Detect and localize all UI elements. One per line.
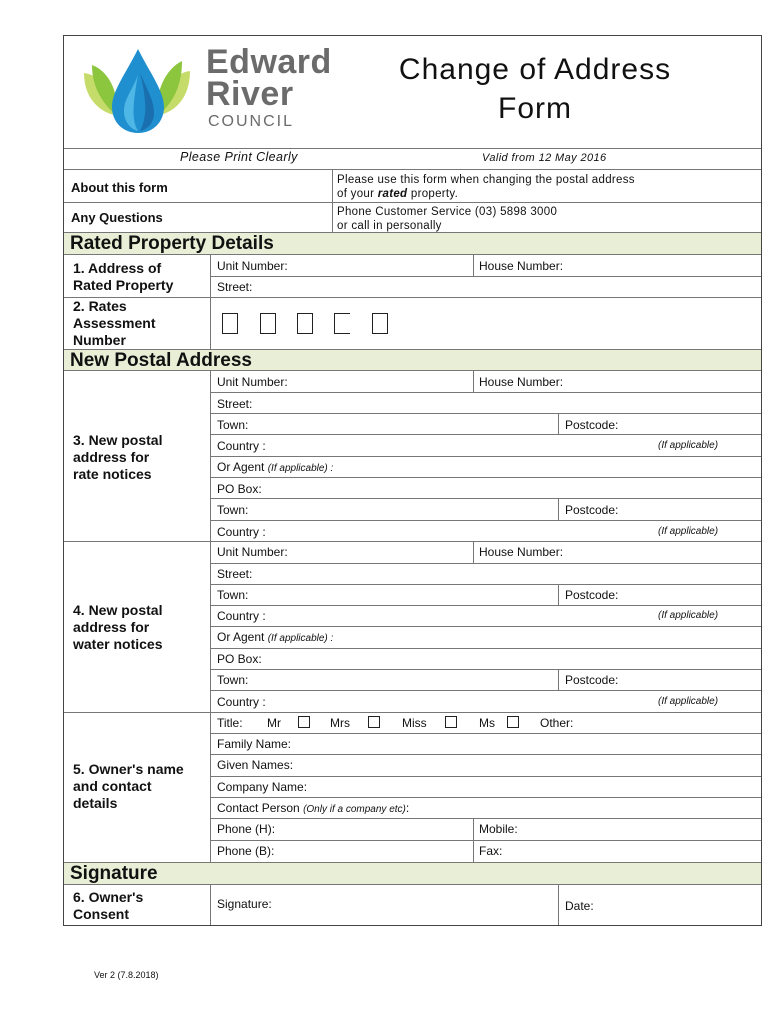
row-label-5-text: 5. Owner's name and contact details [73, 761, 184, 811]
water-po-box-field[interactable]: PO Box: [217, 652, 262, 666]
rate-country-field[interactable]: Country : [217, 439, 266, 453]
form-title-line1: Change of Address [398, 53, 672, 86]
contact-person-field[interactable] [217, 801, 409, 815]
rate-country-if-applicable: (If applicable) [658, 440, 719, 451]
section-postal-title: New Postal Address [70, 350, 252, 371]
print-clearly-note: Please Print Clearly [180, 150, 298, 164]
assessment-digit-box[interactable] [260, 313, 276, 334]
rate-po-postcode-field[interactable]: Postcode: [565, 503, 619, 517]
rated-house-number-field[interactable]: House Number: [479, 259, 564, 273]
title-mrs-checkbox[interactable] [368, 716, 380, 728]
water-or-agent-note: (If applicable) : [267, 633, 334, 644]
council-logo [78, 45, 338, 137]
contact-person-label: Contact Person [217, 801, 300, 815]
phone-home-field[interactable]: Phone (H): [217, 822, 276, 836]
date-field[interactable]: Date: [565, 899, 594, 913]
rate-po-box-field[interactable]: PO Box: [217, 482, 262, 496]
title-mr-label: Mr [267, 716, 281, 730]
water-country-if-applicable: (If applicable) [658, 610, 719, 621]
row-label-address-rated [73, 260, 173, 294]
row-label-1-text: 1. Address of Rated Property [73, 260, 174, 293]
water-po-country-if-applicable: (If applicable) [658, 696, 719, 707]
water-street-field[interactable]: Street: [217, 567, 253, 581]
logo-word-edward: Edward [206, 43, 332, 81]
water-or-agent-label: Or Agent [217, 630, 265, 644]
water-unit-number-field[interactable]: Unit Number: [217, 545, 288, 559]
water-po-town-field[interactable]: Town: [217, 673, 249, 687]
section-signature-title: Signature [70, 863, 158, 884]
form-title-line2: Form [498, 92, 572, 125]
about-form-label: About this form [71, 180, 168, 195]
water-po-postcode-field[interactable]: Postcode: [565, 673, 619, 687]
phone-business-field[interactable]: Phone (B): [217, 844, 275, 858]
water-po-country-field[interactable]: Country : [217, 695, 266, 709]
about-text-line2 [337, 187, 757, 201]
rate-town-field[interactable]: Town: [217, 418, 249, 432]
contact-person-note: (Only if a company etc) [303, 804, 406, 815]
title-mr-checkbox[interactable] [298, 716, 310, 728]
title-ms-checkbox[interactable] [507, 716, 519, 728]
valid-from-note: Valid from 12 May 2016 [482, 152, 607, 164]
title-label: Title: [217, 716, 243, 730]
title-ms-label: Ms [479, 716, 495, 730]
logo-word-river: River [206, 75, 294, 113]
water-town-field[interactable]: Town: [217, 588, 249, 602]
section-rated-title: Rated Property Details [70, 233, 274, 254]
given-names-field[interactable]: Given Names: [217, 758, 294, 772]
assessment-digit-box[interactable] [334, 313, 350, 334]
section-signature [64, 862, 761, 885]
family-name-field[interactable]: Family Name: [217, 737, 292, 751]
rate-po-country-field[interactable]: Country : [217, 525, 266, 539]
water-postcode-field[interactable]: Postcode: [565, 588, 619, 602]
row-label-rate-notices [73, 432, 162, 483]
row-label-owner-details [73, 761, 184, 812]
logo-word-council: COUNCIL [208, 113, 295, 130]
questions-line1: Phone Customer Service (03) 5898 3000 [337, 206, 558, 218]
row-label-assessment [73, 298, 156, 349]
mobile-field[interactable]: Mobile: [479, 822, 518, 836]
rate-or-agent-note: (If applicable) : [267, 463, 334, 474]
row-label-4-text: 4. New postal address for water notices [73, 602, 163, 652]
row-label-owner-consent [73, 889, 143, 923]
row-label-3-text: 3. New postal address for rate notices [73, 432, 163, 482]
about-text-line1: Please use this form when changing the postal address [337, 174, 635, 186]
row-label-6-text: 6. Owner's Consent [73, 889, 144, 922]
rate-po-town-field[interactable]: Town: [217, 503, 249, 517]
water-country-field[interactable]: Country : [217, 609, 266, 623]
fax-field[interactable]: Fax: [479, 844, 503, 858]
version-footer: Ver 2 (7.8.2018) [94, 970, 159, 980]
rate-house-number-field[interactable]: House Number: [479, 375, 564, 389]
title-mrs-label: Mrs [330, 716, 350, 730]
section-rated-property [64, 232, 761, 255]
water-or-agent-field[interactable] [217, 630, 333, 644]
title-other-field[interactable]: Other: [540, 716, 574, 730]
rate-postcode-field[interactable]: Postcode: [565, 418, 619, 432]
title-miss-checkbox[interactable] [445, 716, 457, 728]
about-text-property: property. [407, 188, 459, 200]
assessment-digit-box[interactable] [222, 313, 238, 334]
rated-unit-number-field[interactable]: Unit Number: [217, 259, 288, 273]
questions-text [337, 205, 757, 233]
drop-leaf-logo-icon [78, 45, 198, 137]
rate-street-field[interactable]: Street: [217, 397, 253, 411]
questions-line2: or call in personally [337, 220, 442, 232]
signature-field[interactable]: Signature: [217, 897, 272, 911]
water-house-number-field[interactable]: House Number: [479, 545, 564, 559]
section-new-postal [64, 349, 761, 371]
contact-person-colon: : [405, 801, 410, 815]
about-text-of-your: of your [337, 188, 378, 200]
about-form-text [337, 173, 757, 201]
any-questions-label: Any Questions [71, 210, 163, 225]
row-label-water-notices [73, 602, 162, 653]
title-miss-label: Miss [402, 716, 427, 730]
rate-or-agent-label: Or Agent [217, 460, 265, 474]
assessment-digit-box[interactable] [372, 313, 388, 334]
rate-or-agent-field[interactable] [217, 460, 333, 474]
about-text-rated: rated [377, 188, 408, 200]
company-name-field[interactable]: Company Name: [217, 780, 308, 794]
assessment-digit-box[interactable] [297, 313, 313, 334]
rated-street-field[interactable]: Street: [217, 280, 253, 294]
rate-unit-number-field[interactable]: Unit Number: [217, 375, 288, 389]
rate-po-country-if-applicable: (If applicable) [658, 526, 719, 537]
row-label-2-text: 2. Rates Assessment Number [73, 298, 156, 348]
